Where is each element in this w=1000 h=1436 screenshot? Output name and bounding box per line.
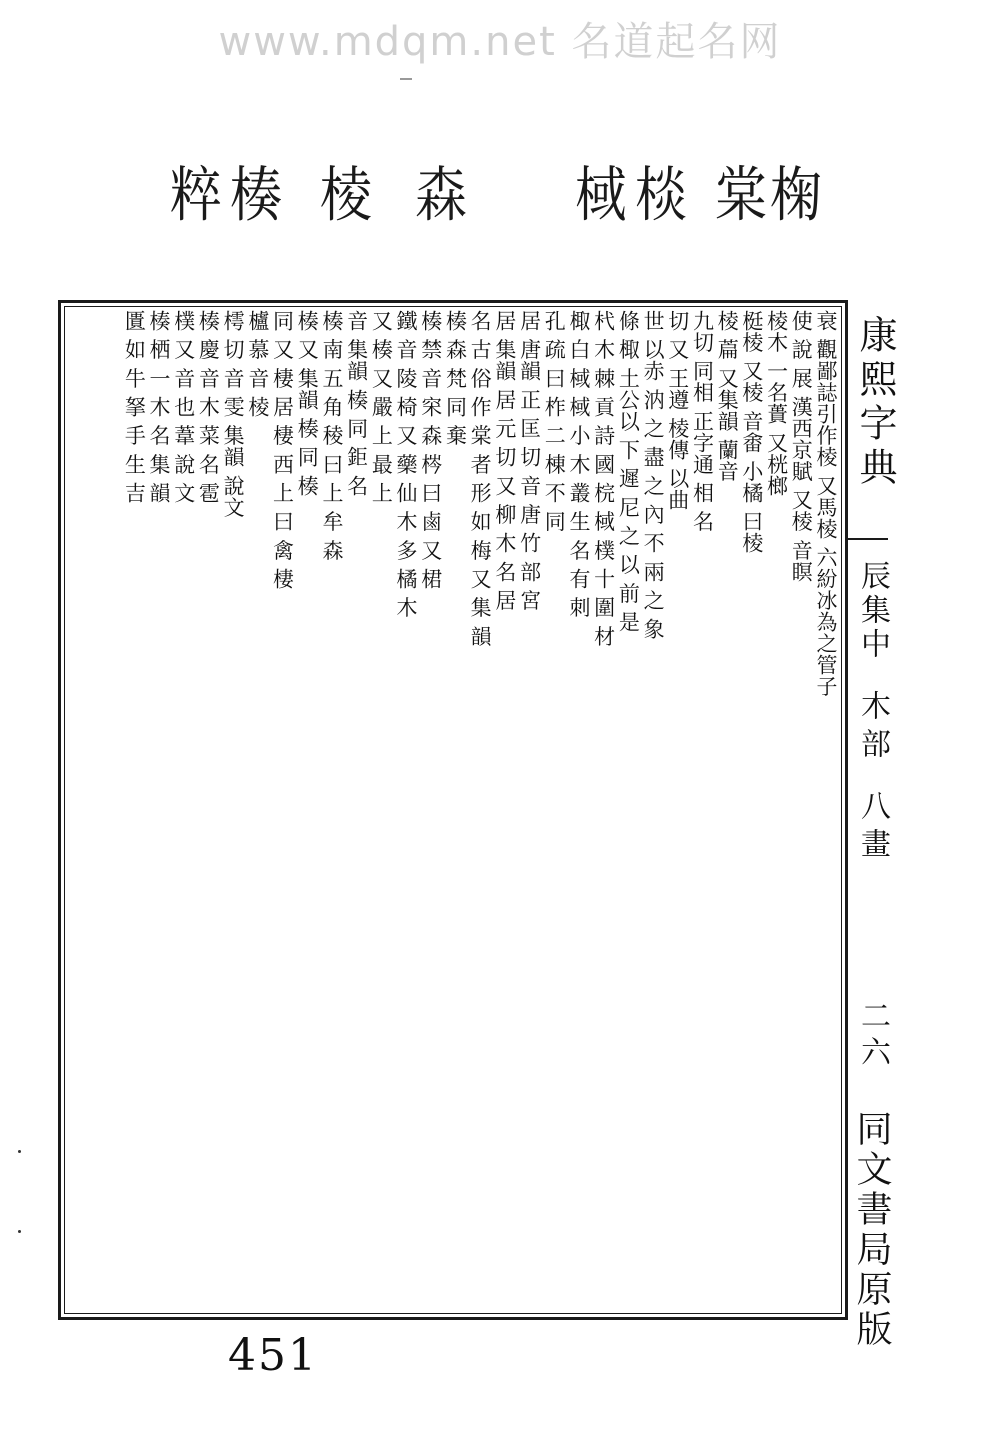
watermark-dash: [400, 78, 412, 80]
scan-speck: [18, 1150, 21, 1153]
text-column: 鐵 音 陵 椅 又 藥 仙 木 多 橘 木: [394, 310, 419, 619]
text-column: 櫨 慕 音 棱: [245, 310, 270, 418]
text-column: 使 說 展 漢西京賦 又棱 音瞑: [789, 310, 814, 583]
seal-glyph: 棱: [320, 161, 373, 231]
text-column: 楱 南 五 角 稜 曰 上 牟 森: [319, 310, 344, 561]
folio-number: 二六: [855, 1000, 890, 1072]
text-column: 棷 白 棫 棫 小 木 叢 生 名 有 刺: [566, 310, 591, 619]
text-column: 同 又 棲 居 棲 西 上 曰 禽 棲: [270, 310, 295, 590]
page-number: 451: [228, 1330, 318, 1381]
text-column: 世 以赤 汭 之 盡 之 內 不 兩 之 象: [641, 310, 666, 640]
margin-divider: [848, 538, 888, 540]
text-column: 名 古 俗 作 棠 者 形 如 梅 又 集 韻: [468, 310, 493, 647]
text-column: 條 棷 土公以 下 遲 尼 之 以 前 是: [616, 310, 641, 633]
text-column: 楱 禁 音 穼 森 梣 曰 鹵 又 桾: [418, 310, 443, 590]
text-column: 杙 木 棘 貢 詩 國 梡 棫 樸 十 圍 材: [591, 310, 616, 647]
text-column: 棱 萹 又集韻 蘭音: [715, 310, 740, 483]
seal-glyph: 森: [415, 161, 468, 231]
stroke-count-label: 八畫: [855, 790, 890, 866]
watermark: www.mdqm.net 名道起名网: [218, 19, 782, 65]
text-column: 又 楱 又 嚴 上 最 上: [369, 310, 394, 504]
seal-glyph: 棪: [635, 161, 688, 231]
seal-glyph: 椈: [770, 161, 823, 231]
text-column: 音 集韻 楱 同 鉅 名: [344, 310, 369, 497]
text-column: 孔 疏 曰 柞 二 棟 不 同: [542, 310, 567, 533]
seal-script-row: [170, 150, 830, 250]
text-column: 九切 同相 正字通 相 名: [690, 310, 715, 533]
section-label: 辰集中: [855, 560, 890, 662]
publisher-label: 同文書局原版: [851, 1110, 892, 1350]
text-column: 衰 觀鄙誌引作棱 又馬棱 六紛冰為之管子: [814, 310, 838, 698]
text-column: 楱 又 集韻 楱 同 楱: [295, 310, 320, 497]
text-column: 楱 森 梵 同 棄: [443, 310, 468, 447]
radical-label: 木部: [855, 690, 890, 766]
text-column: 居 集韻 居 元 切 又 柳 木 名 居: [492, 310, 517, 612]
dictionary-title: 康熙字典: [853, 315, 897, 491]
scan-speck: [18, 1230, 21, 1233]
seal-glyph: 粹: [170, 161, 223, 231]
text-column: 楱 慶 音 木 菜 名 雹: [196, 310, 221, 504]
text-column: 棱木 一名蕢 又桄榔: [764, 310, 789, 497]
text-column: 楱 栖 一 木 名 集 韻: [147, 310, 172, 504]
text-column: 樸 又 音 也 葦 說 文: [171, 310, 196, 504]
seal-glyph: 楱: [230, 161, 283, 231]
text-column: 匱 如 牛 拏 手 生 吉: [122, 310, 147, 504]
seal-glyph: 棠: [715, 161, 768, 231]
text-column: 樗 切 音 雯 集韻 說文: [221, 310, 246, 518]
text-column: 切 又 王遵 棱傳 以曲: [665, 310, 690, 511]
dictionary-body: [70, 310, 838, 1310]
seal-glyph: 棫: [575, 161, 628, 231]
text-column: 梃棱 又棱 音畬 小橘 曰棱: [739, 310, 764, 554]
text-column: 居 唐韻 正 匡 切 音 唐 竹 部 宮: [517, 310, 542, 612]
